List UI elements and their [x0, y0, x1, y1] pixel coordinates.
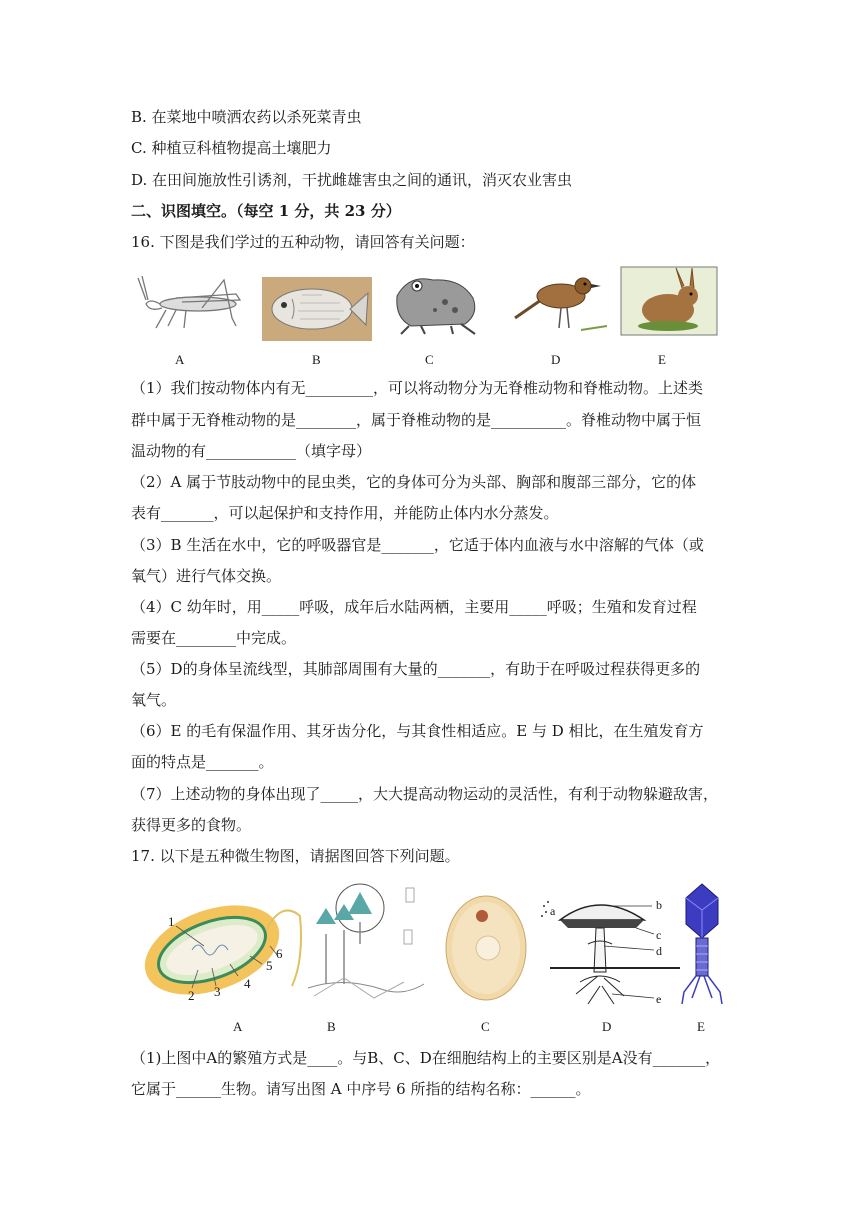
- micro-label-a: A: [233, 1019, 243, 1034]
- mushroom-part-a: a: [550, 904, 556, 918]
- bacteria-part-6: 6: [276, 946, 283, 961]
- bacteria-part-3: 3: [214, 984, 221, 999]
- q16-line: 氧气。: [131, 691, 177, 709]
- q16-line: （4）C 幼年时，用_____呼吸，成年后水陆两栖，主要用_____呼吸；生殖和发育过程: [131, 598, 697, 616]
- q17-line: 它属于______生物。请写出图 A 中序号 6 所指的结构名称：______。: [131, 1080, 591, 1098]
- virus-figure: [678, 880, 726, 1010]
- fish-icon: [262, 277, 372, 341]
- bacteria-part-2: 2: [188, 988, 195, 1003]
- q16-line: （1）我们按动物体内有无_________，可以将动物分为无脊椎动物和脊椎动物。上述类: [131, 379, 704, 397]
- q16-line: 表有_______，可以起保护和支持作用，并能防止体内水分蒸发。: [131, 504, 559, 522]
- grasshopper-icon: [136, 268, 254, 340]
- bacteria-part-4: 4: [244, 976, 251, 991]
- q16-line: （6）E 的毛有保温作用、其牙齿分化，与其食性相适应。E 与 D 相比，在生殖发育方: [131, 722, 704, 740]
- micro-label-b: B: [327, 1019, 336, 1034]
- q16-line: （2）A 属于节肢动物中的昆虫类，它的身体可分为头部、胸部和腹部三部分，它的体: [131, 473, 697, 491]
- q16-line: （7）上述动物的身体出现了_____，大大提高动物运动的灵活性，有利于动物躲避敌害，: [131, 785, 719, 803]
- bacteria-part-1: 1: [168, 914, 175, 929]
- mushroom-figure: [540, 886, 690, 1010]
- q16-line: 群中属于无脊椎动物的是________，属于脊椎动物的是__________。脊椎动物中属于恒: [131, 411, 702, 429]
- question-17-stem: 17. 以下是五种微生物图，请据图回答下列问题。: [131, 847, 460, 865]
- option-b: B. 在菜地中喷洒农药以杀死菜青虫: [131, 108, 362, 126]
- micro-label-e: E: [697, 1019, 705, 1034]
- mushroom-part-b: b: [656, 898, 662, 912]
- bacterium-figure: [132, 880, 308, 1010]
- frog-icon: [391, 270, 483, 336]
- rabbit-icon: [620, 266, 718, 336]
- q16-line: （3）B 生活在水中，它的呼吸器官是_______，它适于体内血液与水中溶解的气体（或: [131, 536, 704, 554]
- section-heading: 二、识图填空。（每空 1 分，共 23 分）: [131, 202, 401, 220]
- option-d: D. 在田间施放性引诱剂，干扰雌雄害虫之间的通讯，消灭农业害虫: [131, 171, 573, 189]
- bird-icon: [511, 266, 607, 340]
- q16-line: 面的特点是_______。: [131, 753, 274, 771]
- q17-line: （1)上图中A的繁殖方式是____。与B、C、D在细胞结构上的主要区别是A没有_______，: [131, 1049, 721, 1067]
- mushroom-part-c: c: [656, 928, 662, 942]
- q16-line: 氧气）进行气体交换。: [131, 567, 282, 585]
- micro-label-d: D: [602, 1019, 612, 1034]
- q16-line: 需要在________中完成。: [131, 629, 297, 647]
- question-16-stem: 16. 下图是我们学过的五种动物，请回答有关问题：: [131, 233, 475, 251]
- animal-label-a: A: [175, 352, 185, 367]
- yeast-figure: [440, 890, 532, 1006]
- option-c: C. 种植豆科植物提高土壤肥力: [131, 139, 332, 157]
- animal-label-c: C: [425, 352, 434, 367]
- q16-line: 获得更多的食物。: [131, 816, 252, 834]
- mushroom-part-e: e: [656, 992, 662, 1006]
- q16-line: 温动物的有____________（填字母）: [131, 442, 372, 460]
- animal-label-b: B: [312, 352, 321, 367]
- q16-line: （5）D的身体呈流线型，其肺部周围有大量的_______，有助于在呼吸过程获得更多的: [131, 660, 701, 678]
- bacteria-part-5: 5: [266, 958, 273, 973]
- micro-label-c: C: [481, 1019, 490, 1034]
- mold-figure: [304, 878, 428, 1006]
- animal-label-e: E: [658, 352, 666, 367]
- mushroom-part-d: d: [656, 944, 662, 958]
- animal-label-d: D: [551, 352, 561, 367]
